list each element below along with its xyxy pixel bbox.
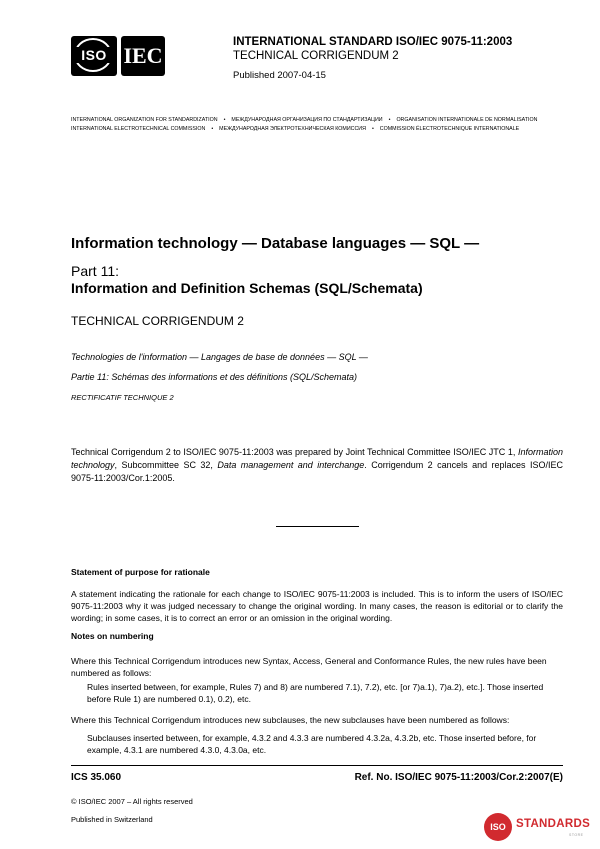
document-title: Information technology — Database languages — SQL — [71, 235, 480, 252]
notes-indented-1: Rules inserted between, for example, Rules 7) and 8) are numbered 7.1), 7.2), etc. [or 7)a.1), 7)a.2), etc.]. Those inserted before Rule 1) are numbered 0.1), 0.2), etc. [87, 682, 544, 704]
standard-number: INTERNATIONAL STANDARD ISO/IEC 9075-11:2003 [233, 36, 513, 48]
statement-text: A statement indicating the rationale for each change to ISO/IEC 9075-11:2003 is included. This is to inform the users of ISO/IEC 9075-11:2003 why it was judged necessary to change the original wording. In many cases, the reason is editorial or to clarify the wording; in some cases, it is to correct an error or an omission in the original wording. [71, 589, 563, 623]
ics-code: ICS 35.060 [71, 772, 122, 783]
iso-logo-text: ISO [71, 47, 117, 63]
part-number: Part 11: [71, 263, 119, 279]
bullet: • [388, 117, 391, 123]
copyright: © ISO/IEC 2007 – All rights reserved [71, 797, 193, 806]
part-title: Information and Definition Schemas (SQL/Schemata) [71, 280, 423, 296]
footer-divider [71, 765, 563, 766]
notes-paragraph-2: Where this Technical Corrigendum introduces new subclauses, the new subclauses have been numbered as follows: [71, 715, 510, 725]
french-part-title: Partie 11: Schémas des informations et des définitions (SQL/Schemata) [71, 372, 357, 382]
published-date: Published 2007-04-15 [233, 70, 326, 81]
intro-text: Technical Corrigendum 2 to ISO/IEC 9075-11:2003 was prepared by Joint Technical Committee ISO/IEC JTC 1, [71, 447, 518, 457]
intro-italic: Information technology [71, 447, 563, 470]
organizations-row-2 [71, 126, 519, 132]
iso-logo [71, 36, 117, 76]
org-name: INTERNATIONAL ELECTROTECHNICAL COMMISSION [71, 126, 206, 132]
iso-standards-stamp [484, 813, 596, 843]
notes-paragraph-1: Where this Technical Corrigendum introduces new Syntax, Access, General and Conformance Rules, the new rules have been numbered as follows: [71, 656, 547, 678]
org-name: COMMISSION ÉLECTROTECHNIQUE INTERNATIONALE [379, 126, 520, 132]
notes-heading: Notes on numbering [71, 631, 154, 641]
org-name: МЕЖДУНАРОДНАЯ ОРГАНИЗАЦИЯ ПО СТАНДАРТИЗАЦИИ [231, 117, 383, 123]
french-corrigendum: RECTIFICATIF TECHNIQUE 2 [71, 393, 174, 402]
bullet: • [211, 126, 214, 132]
bullet: • [371, 126, 374, 132]
organizations-row-1 [71, 117, 537, 123]
stamp-iso: ISO [484, 813, 512, 841]
iec-logo [121, 36, 165, 76]
bullet: • [223, 117, 226, 123]
org-name: INTERNATIONAL ORGANIZATION FOR STANDARDIZATION [71, 117, 218, 123]
intro-italic: Data management and interchange [217, 460, 365, 470]
reference-number: Ref. No. ISO/IEC 9075-11:2003/Cor.2:2007(E) [354, 772, 563, 783]
corrigendum-title: TECHNICAL CORRIGENDUM 2 [71, 314, 244, 328]
org-name: ORGANISATION INTERNATIONALE DE NORMALISATION [396, 117, 538, 123]
french-title: Technologies de l'information — Langages de base de données — SQL — [71, 352, 368, 362]
corrigendum-label: TECHNICAL CORRIGENDUM 2 [233, 50, 399, 62]
intro-text: . Corrigendum 2 cancels and replaces ISO/IEC 9075-11:2003/Cor.1:2005. [71, 460, 563, 483]
statement-heading: Statement of purpose for rationale [71, 567, 210, 577]
intro-text: , Subcommittee SC 32, [114, 460, 218, 470]
intro-paragraph [71, 446, 563, 485]
org-name: МЕЖДУНАРОДНАЯ ЭЛЕКТРОТЕХНИЧЕСКАЯ КОМИССИЯ [219, 126, 366, 132]
published-in: Published in Switzerland [71, 815, 153, 824]
divider [276, 526, 359, 527]
stamp-store: STORE [569, 833, 584, 837]
stamp-word: STANDARDS [516, 818, 591, 830]
iec-logo-text: IEC [123, 43, 163, 68]
notes-indented-2: Subclauses inserted between, for example, 4.3.2 and 4.3.3 are numbered 4.3.2a, 4.3.2b, etc. Those inserted before, for example, 4.3.1 are numbered 4.3.0, 4.3.0a, etc. [87, 733, 537, 755]
